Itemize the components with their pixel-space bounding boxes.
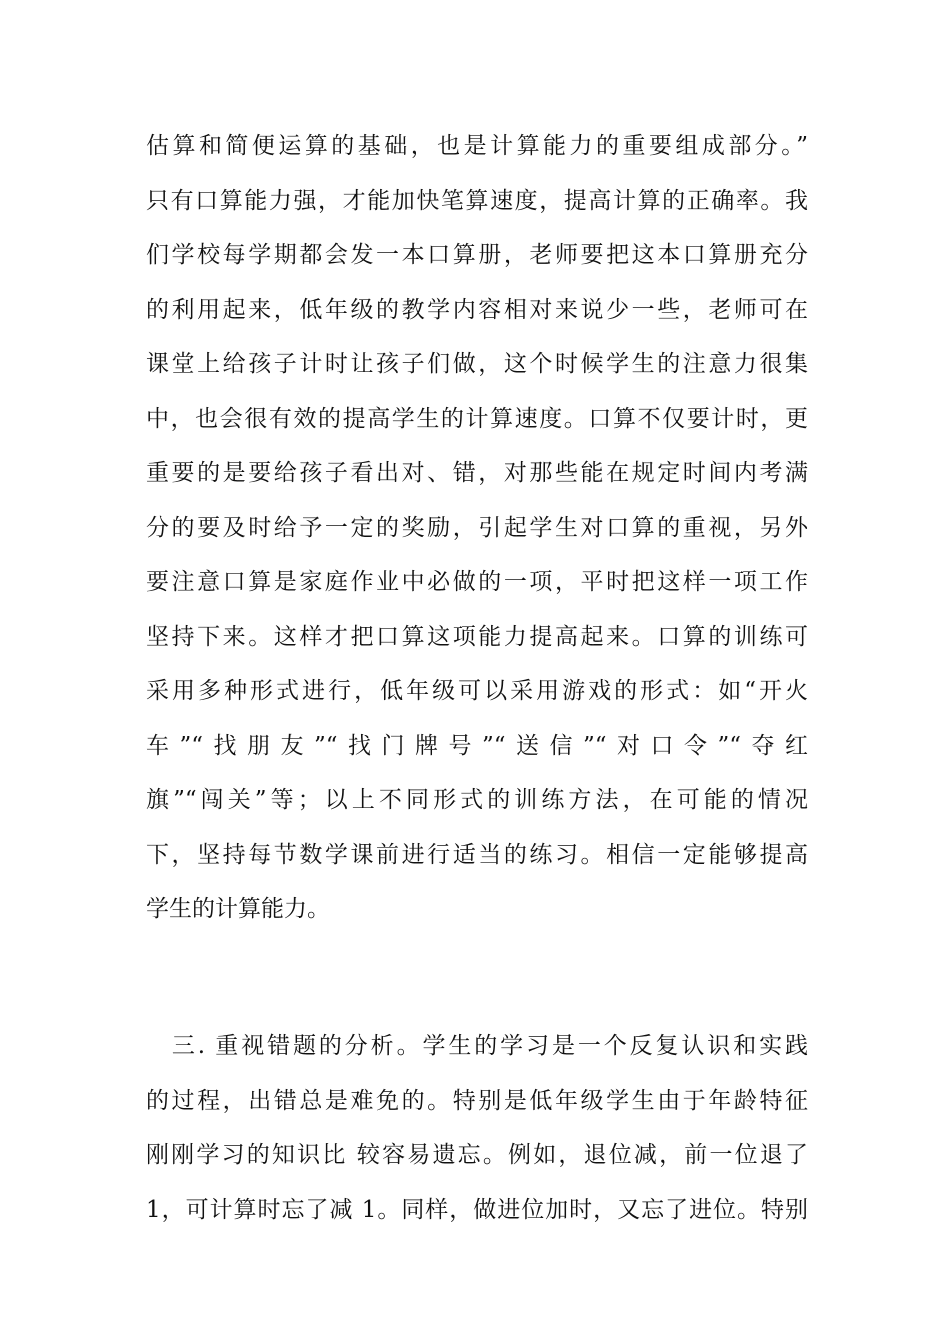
text-line: 课堂上给孩子计时让孩子们做，这个时候学生的注意力很集 [146,351,808,377]
text-line: 只有口算能力强，才能加快笔算速度，提高计算的正确率。我 [146,187,808,214]
text-line: 的利用起来，低年级的教学内容相对来说少一些，老师可在 [146,296,808,323]
text-line: 中，也会很有效的提高学生的计算速度。口算不仅要计时，更 [146,405,808,432]
text-line: 刚刚学习的知识比 较容易遗忘。例如，退位减，前一位退了 [146,1142,808,1168]
paragraph-error-analysis [146,1019,808,1237]
text-line: 车”“找朋友”“找门牌号”“送信”“对口令”“夺红 [146,732,808,759]
text-line: 下，坚持每节数学课前进行适当的练习。相信一定能够提高 [146,841,808,868]
text-line: 重要的是要给孩子看出对、错，对那些能在规定时间内考满 [146,460,808,486]
text-line: 采用多种形式进行，低年级可以采用游戏的形式：如“开火 [146,678,808,704]
text-line: 们学校每学期都会发一本口算册，老师要把这本口算册充分 [146,242,808,268]
text-line: 坚持下来。这样才把口算这项能力提高起来。口算的训练可 [146,623,808,650]
text-line: 的过程，出错总是难免的。特别是低年级学生由于年龄特征 [146,1087,808,1114]
text-line: 分的要及时给予一定的奖励，引起学生对口算的重视，另外 [146,514,808,541]
text-line: 1，可计算时忘了减 1。同样，做进位加时，又忘了进位。特别 [146,1196,808,1223]
text-line: 旗”“闯关”等；以上不同形式的训练方法，在可能的情况 [146,787,808,813]
text-line: 估算和简便运算的基础，也是计算能力的重要组成部分。” [146,133,808,159]
text-line: 三. 重视错题的分析。学生的学习是一个反复认识和实践 [146,1033,808,1059]
paragraph-oral-calculation [146,119,808,937]
text-line: 要注意口算是家庭作业中必做的一项，平时把这样一项工作 [146,569,808,595]
text-line: 学生的计算能力。 [146,896,330,922]
